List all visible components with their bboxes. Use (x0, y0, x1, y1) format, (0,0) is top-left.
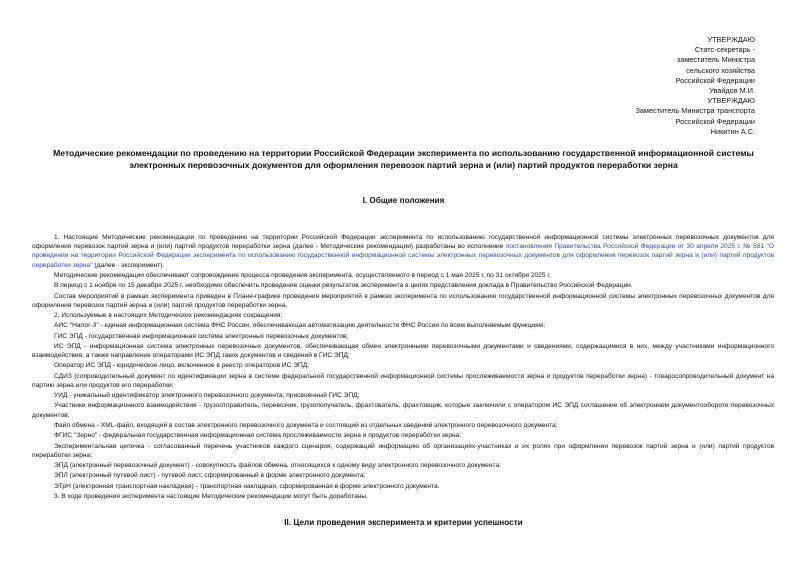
definition: ФГИС "Зерно" - федеральная государственная информационная система прослеживаемости зерна и продуктов переработки зерна; (54, 432, 462, 440)
approval-line: УТВЕРЖДАЮ (707, 35, 755, 44)
definition: Оператор ИС ЭПД - юридическое лицо, включенное в реестр операторов ИС ЭПД; (54, 362, 310, 370)
paragraph: 3. В ходе проведения эксперимента настоящие Методические рекомендации могут быть доработаны. (54, 492, 368, 500)
paragraph-1 (32, 233, 774, 270)
definition: АИС "Налог-3" - единая информационная система ФНС России, обеспечивающая автоматизацию деятельности ФНС России по всем выполняемым функциям; (54, 322, 546, 330)
definition: ГИС ЭПД - государственная информационная система электронных перевозочных документов; (54, 332, 349, 340)
approval-line: Никитин А.С. (710, 126, 755, 136)
definition: Участники информационного взаимодействия - грузоотправитель, перевозчик, грузополучатель, фрахтователь, фрахтовщик, которые заключили с оператором ИС ЭПД соглашение об электронном документообороте перевозочных документов; (32, 402, 774, 419)
approval-line: УТВЕРЖДАЮ (707, 96, 755, 106)
approval-block (635, 35, 755, 137)
paragraph-1-end: (далее - эксперимент). (92, 261, 165, 269)
document-title: Методические рекомендации по проведению на территории Российской Федерации эксперимента по использованию государственной информационной системы электронных перевозочных документов для оформления перевозок партий зерна и (или) партий продуктов переработки зерна (53, 148, 754, 170)
definition: Файл обмена - XML-файл, входящий в состав электронного перевозочного документа и состоящий из отдельных сведений электронного перевозочного документа; (54, 421, 558, 429)
section-heading-2: II. Цели проведения эксперимента и критерии успешности (284, 518, 523, 527)
definition: ЭПД (электронный перевозочный документ) - совокупность файлов обмена, относящихся к одному виду электронного перевозочного документа; (54, 462, 501, 470)
document-body (32, 233, 774, 502)
approval-line: сельского хозяйства (686, 65, 755, 75)
approval-line: Увайдов М.И. (709, 86, 755, 96)
approval-line: Российской Федерации (675, 75, 755, 85)
approval-line: заместитель Министра (676, 55, 755, 65)
definition: СДИЗ (сопроводительный документ по идентификации зерна в системе федеральной государственной информационной системы прослеживаемости зерна и продуктов переработки зерна) - товаросопроводительный документ на партию зерна или продуктов его переработки; (32, 372, 774, 389)
section-heading-1: I. Общие положения (362, 196, 445, 205)
definition: УИД - уникальный идентификатор электронного перевозочного документа, присвоенный ГИС ЭПД; (54, 392, 360, 400)
approval-line: Российской Федерации (675, 116, 755, 126)
definition: ЭТрН (электронная транспортная накладная) - транспортная накладная, сформированная в форме электронного документа. (54, 482, 440, 490)
approval-line: Статс-секретарь - (694, 45, 755, 55)
paragraph: 2. Используемые в настоящих Методических рекомендациях сокращения: (54, 312, 283, 319)
definition: Экспериментальная цепочка - согласованный перечень участников каждого сценария, содержащий информацию об организациях-участниках и их ролях при оформлении перевозок партий зерна и (или) партий продуктов переработки зерна; (32, 442, 774, 459)
paragraph-1-start: 1. Настоящие Методические рекомендации по проведению на территории Российской Федерации эксперимента по использованию государственной информационной системы электронных перевозочных документов для оформления перевозок партий зерна и (или) партий продуктов переработки зерна (далее - Методические рекомендации) разработаны во исполнение (32, 234, 774, 251)
paragraph: Методические рекомендации обеспечивают сопровождение процесса проведения эксперимента, осуществляемого в период с 1 мая 2025 г. по 31 октября 2025 г. (54, 271, 551, 279)
definition: ЭПЛ (электронный путевой лист) - путевой лист, сформированный в форме электронного документа; (54, 472, 366, 480)
paragraph: В период с 1 ноября по 15 декабря 2025 г. необходимо обеспечить проведение оценки результатов эксперимента в целях представления доклада в Правительство Российской Федерации. (54, 282, 633, 290)
definition: ИС ЭПД - информационная система электронных перевозочных документов, обеспечивающая обмен электронными перевозочными документами и сведениями, содержащимися в них, между участниками информационного взаимодействия, а также направление операторами ИС ЭПД таких документов и сведений в ГИС ЭПД; (32, 342, 774, 360)
approval-line: Заместитель Министра транспорта (635, 106, 755, 116)
decree-link[interactable]: постановления Правительства Российской Федерации от 30 апреля 2025 г. № 581 "О проведении на территории Российской Федерации эксперимента по использованию государственной информационной системы электронных перевозочных документов для оформления перевозок партий зерна и (или) партий продуктов переработки зерна" (32, 243, 774, 269)
paragraph: Состав мероприятий в рамках эксперимента приведен в Плане-графике проведения мероприятий в рамках эксперимента по использованию государственной информационной системы электронных перевозочных документов для оформления перевозок партий зерна и (или) партий продуктов переработки зерна. (32, 292, 774, 309)
